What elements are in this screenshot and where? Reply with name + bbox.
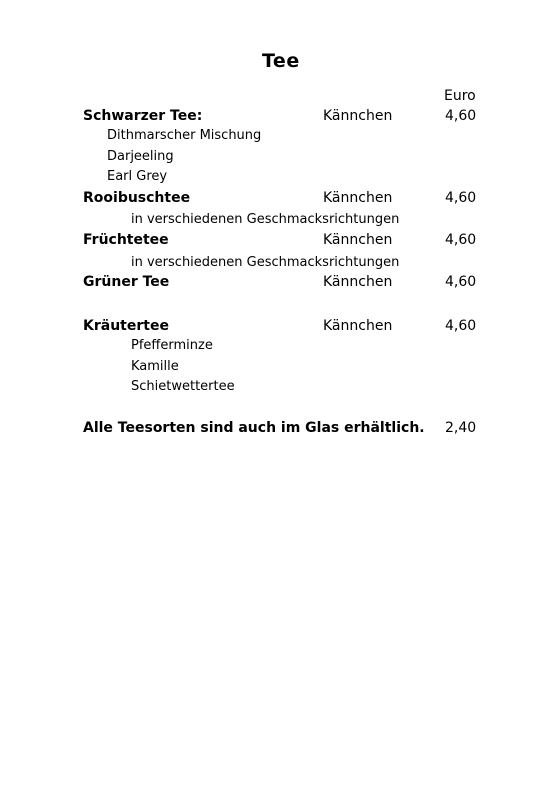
item-name-kraeutertee: Kräutertee — [83, 318, 169, 334]
footer-price: 2,40 — [445, 420, 477, 436]
item-detail: in verschiedenen Geschmacksrichtungen — [131, 255, 400, 270]
item-size: Kännchen — [323, 108, 393, 124]
item-name-gruener-tee: Grüner Tee — [83, 274, 170, 290]
item-price: 4,60 — [445, 274, 477, 290]
item-price: 4,60 — [445, 318, 477, 334]
item-name-fruechtetee: Früchtetee — [83, 232, 169, 248]
item-price: 4,60 — [445, 232, 477, 248]
footer-note: Alle Teesorten sind auch im Glas erhältlich. — [83, 420, 425, 436]
item-name-schwarzer-tee: Schwarzer Tee: — [83, 108, 203, 124]
item-detail: Earl Grey — [107, 169, 168, 184]
item-detail: in verschiedenen Geschmacksrichtungen — [131, 212, 400, 227]
item-name-rooibuschtee: Rooibuschtee — [83, 190, 191, 206]
item-detail: Dithmarscher Mischung — [107, 128, 262, 143]
item-price: 4,60 — [445, 190, 477, 206]
item-size: Kännchen — [323, 190, 393, 206]
item-detail: Kamille — [131, 359, 179, 374]
page-title: Tee — [262, 50, 300, 72]
item-size: Kännchen — [323, 232, 393, 248]
item-detail: Pfefferminze — [131, 338, 213, 353]
item-size: Kännchen — [323, 274, 393, 290]
item-price: 4,60 — [445, 108, 477, 124]
item-size: Kännchen — [323, 318, 393, 334]
item-detail: Darjeeling — [107, 149, 174, 164]
currency-header: Euro — [444, 88, 476, 104]
item-detail: Schietwettertee — [131, 379, 235, 394]
